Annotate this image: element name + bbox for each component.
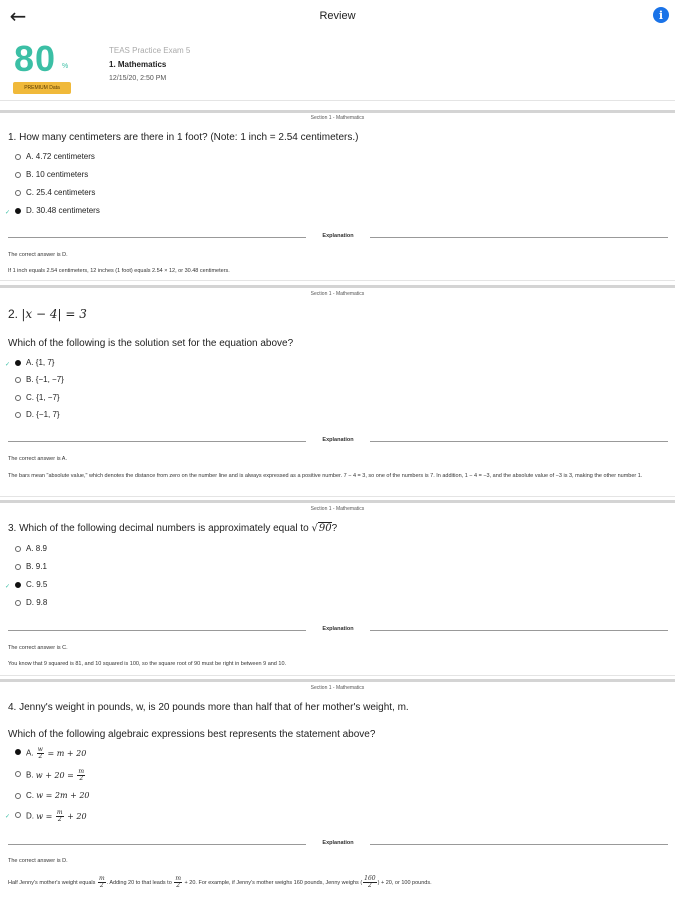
choice-label: C. {1, −7}: [26, 393, 60, 402]
radio-button[interactable]: [15, 546, 21, 552]
radio-button[interactable]: [15, 793, 21, 799]
choice-label: D. 30.48 centimeters: [26, 206, 100, 215]
radio-button[interactable]: [15, 172, 21, 178]
question-text: 1. How many centimeters are there in 1 foot? (Note: 1 inch = 2.54 centimeters.): [8, 132, 359, 143]
score-header: [0, 32, 675, 100]
choice-label: A. 8.9: [26, 544, 47, 553]
fraction: $\frac{160}{2}$: [364, 875, 376, 889]
explanation-header: [8, 626, 668, 634]
divider: [0, 100, 675, 101]
explanation-header: [8, 437, 668, 445]
top-bar: [0, 0, 675, 32]
radio-button[interactable]: [15, 208, 21, 214]
section-label: Section 1 - Mathematics: [310, 291, 365, 297]
radio-button[interactable]: [15, 395, 21, 401]
choice-expression-end: + 20: [64, 811, 87, 821]
choice-label: [26, 810, 87, 823]
exam-date: 12/15/20, 2:50 PM: [109, 75, 167, 82]
choice-label: B. 9.1: [26, 562, 47, 571]
radio-button[interactable]: [15, 749, 21, 755]
divider: [0, 496, 675, 497]
correct-answer-text: The correct answer is A.: [8, 456, 67, 462]
radio-button[interactable]: [15, 812, 21, 818]
choice-label: B. {−1, −7}: [26, 375, 64, 384]
equation-text: |x − 4| = 3: [21, 307, 87, 321]
correct-answer-text: The correct answer is D.: [8, 252, 68, 258]
choice-prefix: C.: [26, 791, 34, 800]
correct-answer-text: The correct answer is D.: [8, 858, 68, 864]
choice-label: A. {1, 7}: [26, 358, 55, 367]
choice-prefix: B.: [26, 770, 34, 780]
fraction: $\frac{m}{2}$: [175, 875, 182, 889]
choice-prefix: A.: [26, 748, 34, 758]
correct-check-icon: ✓: [5, 813, 11, 820]
choice-label: C. 25.4 centimeters: [26, 188, 96, 197]
divider: [0, 679, 675, 682]
choice-expression: w + 20 =: [35, 770, 77, 780]
score-percent-sign: %: [62, 63, 69, 70]
choice-expression: w =: [36, 811, 55, 821]
radio-button[interactable]: [15, 600, 21, 606]
divider: [0, 285, 675, 288]
divider: [0, 110, 675, 113]
explanation-label: Explanation: [322, 840, 354, 846]
divider: [0, 500, 675, 503]
radio-button[interactable]: [15, 360, 21, 366]
radicand: 90: [318, 523, 332, 534]
radio-button[interactable]: [15, 154, 21, 160]
question-text-end: ?: [331, 523, 338, 534]
explanation-text: Half Jenny's mother's weight equals $\frac{m}{2}$ . Adding 20 to that leads to $\frac{m}{2}$ + 20. For example, if Jenny's mother weighs 160 pounds, Jenny weighs ( $\frac{160}{2}$ ) + 20, or 100 pounds.: [8, 875, 432, 889]
fraction: $\frac{w}{2}$: [37, 746, 43, 760]
divider: [0, 280, 675, 281]
question-text: Which of the following is the solution set for the equation above?: [8, 338, 294, 349]
explanation-label: Explanation: [322, 437, 354, 443]
explanation-text: If 1 inch equals 2.54 centimeters, 12 inches (1 foot) equals 2.54 × 12, or 30.48 centimeters.: [8, 268, 230, 274]
radio-button[interactable]: [15, 412, 21, 418]
section-label: Section 1 - Mathematics: [310, 506, 365, 512]
choice-expression: = m + 20: [44, 748, 87, 758]
choice-label: [26, 769, 86, 782]
premium-badge: PREMIUM Data: [13, 82, 71, 94]
arrow-left-icon[interactable]: ←: [9, 4, 27, 28]
info-icon[interactable]: i: [653, 7, 669, 23]
exam-name: TEAS Practice Exam 5: [109, 46, 191, 55]
explanation-header: [8, 233, 668, 241]
explanation-text: You know that 9 squared is 81, and 10 squared is 100, so the square root of 90 must be right in between 9 and 10.: [8, 661, 287, 667]
choice-label: D. {−1, 7}: [26, 410, 60, 419]
correct-answer-text: The correct answer is C.: [8, 645, 68, 651]
explanation-label: Explanation: [322, 233, 354, 239]
section-label: Section 1 - Mathematics: [310, 115, 365, 121]
radio-button[interactable]: [15, 564, 21, 570]
explanation-text: The bars mean "absolute value," which denotes the distance from zero on the number line and is always expressed as a positive number. 7 − 4 = 3, so one of the numbers is 7. In addition, 1 − 4 = −3, and the absolute value of −3 is 3, making the other number 1.: [8, 473, 643, 479]
choice-label: B. 10 centimeters: [26, 170, 89, 179]
fraction: $\frac{m}{2}$: [98, 875, 105, 889]
square-root: √90: [311, 523, 332, 534]
fraction: $\frac{m}{2}$: [78, 768, 85, 782]
choice-label: [26, 791, 90, 800]
section-label: Section 1 - Mathematics: [310, 685, 365, 691]
explanation-label: Explanation: [322, 626, 354, 632]
choice-expression: w = 2m + 20: [36, 791, 90, 800]
radio-button[interactable]: [15, 582, 21, 588]
question-text: 4. Jenny's weight in pounds, w, is 20 pounds more than half that of her mother's weight, m.: [8, 702, 409, 713]
correct-check-icon: ✓: [5, 361, 11, 368]
choice-prefix: D.: [26, 811, 34, 821]
divider: [0, 675, 675, 676]
equation: [8, 307, 87, 321]
choice-label: D. 9.8: [26, 598, 48, 607]
choice-label: C. 9.5: [26, 580, 48, 589]
correct-check-icon: ✓: [5, 583, 11, 590]
question-number: 2.: [8, 307, 19, 321]
page-title: Review: [319, 10, 356, 22]
radio-button[interactable]: [15, 190, 21, 196]
score-value: 80: [14, 38, 57, 79]
fraction: $\frac{m}{2}$: [56, 809, 63, 823]
explanation-header: [8, 840, 668, 848]
choice-label: A. 4.72 centimeters: [26, 152, 95, 161]
question-text-2: Which of the following algebraic expressions best represents the statement above?: [8, 729, 376, 740]
choice-label: [26, 747, 86, 760]
question-text: [8, 523, 337, 534]
correct-check-icon: ✓: [5, 209, 11, 216]
radio-button[interactable]: [15, 771, 21, 777]
question-text-main: 3. Which of the following decimal numbers is approximately equal to: [8, 523, 309, 534]
subject-name: 1. Mathematics: [109, 60, 167, 69]
radio-button[interactable]: [15, 377, 21, 383]
